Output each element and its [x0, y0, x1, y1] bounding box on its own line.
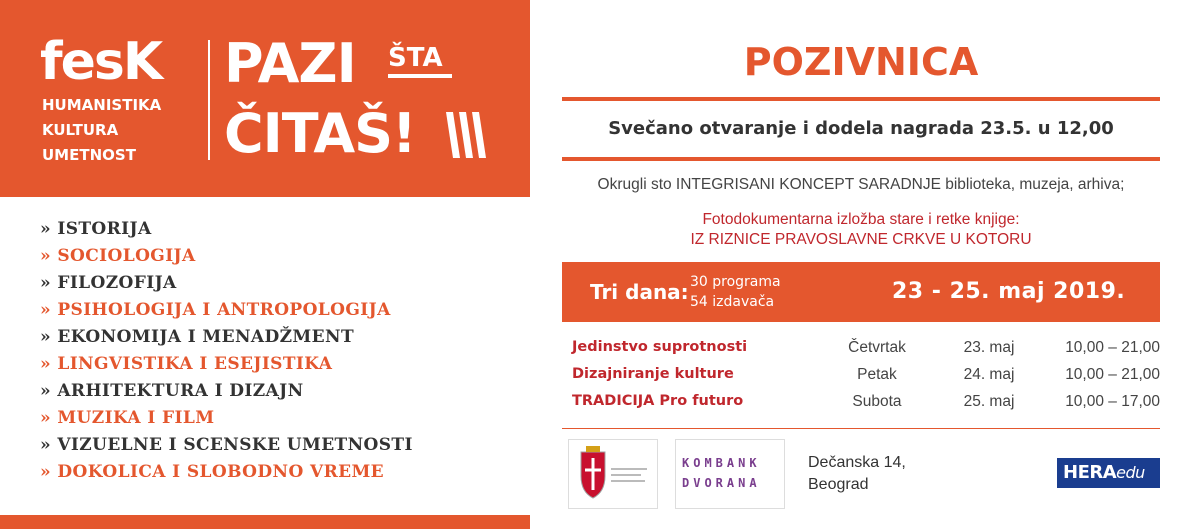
- schedule-day: Četvrtak: [848, 339, 906, 356]
- address-city: Beograd: [808, 476, 869, 493]
- schedule-time: 10,00 – 21,00: [1065, 339, 1160, 356]
- schedule-time: 10,00 – 21,00: [1065, 366, 1160, 383]
- roundtable-text: Okrugli sto INTEGRISANI KONCEPT SARADNJE biblioteka, muzeja, arhiva;: [597, 176, 1125, 193]
- schedule-date: 24. maj: [963, 366, 1015, 383]
- header-banner: [0, 0, 530, 197]
- tagline-humanistika: HUMANISTIKA: [42, 96, 162, 114]
- divider-top: [562, 97, 1160, 101]
- schedule-table: [562, 334, 1160, 415]
- programs-count: 30 programa: [690, 274, 781, 290]
- logo-divider: [208, 40, 210, 160]
- coat-of-arms-icon: [569, 440, 659, 510]
- venue-address: [808, 452, 906, 496]
- invitation-title: POZIVNICA: [743, 40, 979, 84]
- schedule-name: Jedinstvo suprotnosti: [572, 339, 748, 355]
- topic-item: » LINGVISTIKA I ESEJISTIKA: [40, 354, 333, 374]
- kombank-dvorana-logo: [675, 439, 785, 509]
- divider-bottom: [562, 428, 1160, 429]
- topic-item: » FILOZOFIJA: [40, 273, 177, 293]
- schedule-row: [562, 361, 1160, 388]
- hera-edu-logo: [1057, 458, 1160, 488]
- schedule-row: [562, 388, 1160, 415]
- opening-ceremony: Svečano otvaranje i dodela nagrada 23.5. u 12,00: [608, 118, 1114, 139]
- festival-dates: 23 - 25. maj 2019.: [892, 279, 1126, 304]
- topic-item: » EKONOMIJA I MENADŽMENT: [40, 327, 354, 347]
- schedule-name: Dizajniranje kulture: [572, 366, 734, 382]
- slogan-citas: ČITAŠ!: [224, 102, 416, 165]
- dates-band: [562, 262, 1160, 322]
- slogan-sta: ŠTA: [388, 43, 443, 73]
- fesk-logo: fesK: [40, 32, 162, 92]
- topic-item: » PSIHOLOGIJA I ANTROPOLOGIJA: [40, 300, 391, 320]
- schedule-date: 23. maj: [963, 339, 1015, 356]
- slogan-pazi: PAZI: [224, 32, 356, 95]
- exhibition-text: [562, 210, 1160, 250]
- footer-bar: [0, 515, 530, 529]
- slogan-sta-underline: [388, 74, 452, 78]
- topic-item: » DOKOLICA I SLOBODNO VREME: [40, 462, 385, 482]
- schedule-day: Petak: [857, 366, 897, 383]
- topic-item: » ISTORIJA: [40, 219, 152, 239]
- schedule-day: Subota: [852, 393, 902, 410]
- hera-main-text: HERA: [1063, 462, 1117, 483]
- divider-middle: [562, 157, 1160, 161]
- publishers-count: 54 izdavača: [690, 294, 775, 310]
- ministry-logo: [568, 439, 658, 509]
- tagline-umetnost: UMETNOST: [42, 146, 136, 164]
- topic-item: » VIZUELNE I SCENSKE UMETNOSTI: [40, 435, 413, 455]
- exhibition-line1: Fotodokumentarna izložba stare i retke knjige:: [702, 211, 1020, 228]
- topic-item: » SOCIOLOGIJA: [40, 246, 196, 266]
- hera-edu-text: edu: [1116, 463, 1145, 482]
- schedule-time: 10,00 – 17,00: [1065, 393, 1160, 410]
- schedule-date: 25. maj: [963, 393, 1015, 410]
- topic-item: » ARHITEKTURA I DIZAJN: [40, 381, 304, 401]
- topic-item: » MUZIKA I FILM: [40, 408, 215, 428]
- exhibition-line2: IZ RIZNICE PRAVOSLAVNE CRKVE U KOTORU: [690, 231, 1032, 248]
- programs-info: [690, 272, 781, 312]
- slashes-icon: [446, 108, 496, 162]
- tagline-kultura: KULTURA: [42, 121, 119, 139]
- tri-dana-label: Tri dana:: [590, 280, 689, 304]
- schedule-row: [562, 334, 1160, 361]
- topics-list: [40, 216, 413, 486]
- address-street: Dečanska 14,: [808, 454, 906, 471]
- schedule-name: TRADICIJA Pro futuro: [572, 393, 744, 409]
- dvorana-text: DVORANA: [682, 476, 761, 490]
- left-panel: [0, 0, 530, 529]
- kombank-text: KOMBANK: [682, 456, 761, 470]
